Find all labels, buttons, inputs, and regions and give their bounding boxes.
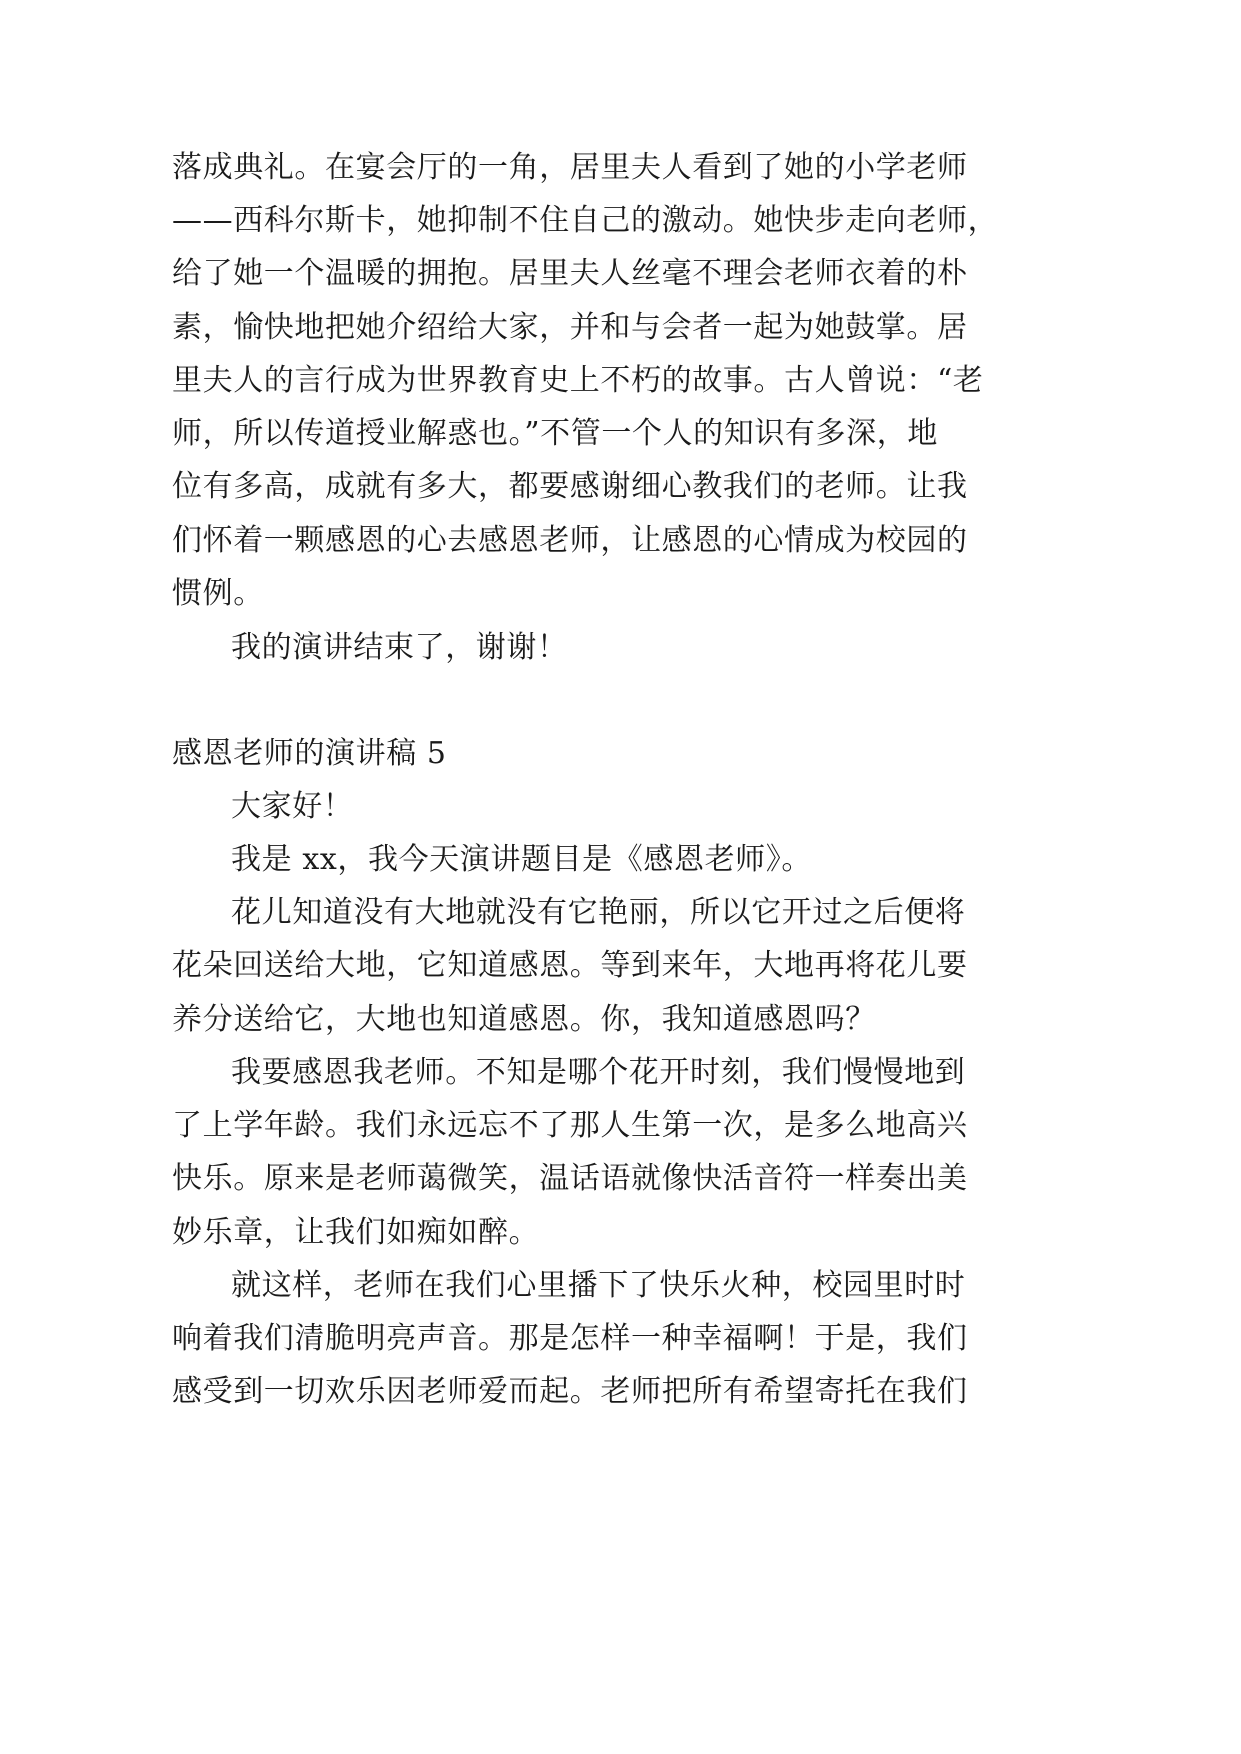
paragraph-line-7: 位有多高，成就有多大，都要感谢细心教我们的老师。让我 bbox=[172, 469, 968, 504]
paragraph-line-13: 我要感恩我老师。不知是哪个花开时刻，我们慢慢地到 bbox=[231, 1055, 966, 1090]
paragraph-line-11: 花朵回送给大地，它知道感恩。等到来年，大地再将花儿要 bbox=[172, 948, 968, 983]
paragraph-line-10: 花儿知道没有大地就没有它艳丽，所以它开过之后便将 bbox=[231, 895, 966, 930]
paragraph-line-14: 了上学年龄。我们永远忘不了那人生第一次，是多么地高兴 bbox=[172, 1108, 968, 1143]
paragraph-line-17: 就这样，老师在我们心里播下了快乐火种，校园里时时 bbox=[231, 1268, 966, 1303]
paragraph-line-9: 惯例。 bbox=[172, 576, 264, 611]
paragraph-line-16: 妙乐章，让我们如痴如醉。 bbox=[172, 1215, 540, 1250]
closing-line: 我的演讲结束了，谢谢！ bbox=[231, 630, 568, 665]
paragraph-line-6: 师，所以传道授业解惑也。”不管一个人的知识有多深，地 bbox=[172, 416, 938, 451]
intro-line: 我是 xx，我今天演讲题目是《感恩老师》。 bbox=[231, 842, 812, 877]
paragraph-line-1: 落成典礼。在宴会厅的一角，居里夫人看到了她的小学老师 bbox=[172, 150, 968, 185]
paragraph-line-18: 响着我们清脆明亮声音。那是怎样一种幸福啊！于是，我们 bbox=[172, 1321, 968, 1356]
paragraph-line-12: 养分送给它，大地也知道感恩。你，我知道感恩吗？ bbox=[172, 1002, 876, 1037]
paragraph-line-8: 们怀着一颗感恩的心去感恩老师，让感恩的心情成为校园的 bbox=[172, 523, 968, 558]
section-heading: 感恩老师的演讲稿 5 bbox=[172, 736, 447, 771]
paragraph-line-2: ——西科尔斯卡，她抑制不住自己的激动。她快步走向老师， bbox=[172, 203, 999, 238]
paragraph-line-19: 感受到一切欢乐因老师爱而起。老师把所有希望寄托在我们 bbox=[172, 1374, 968, 1409]
paragraph-line-3: 给了她一个温暖的拥抱。居里夫人丝毫不理会老师衣着的朴 bbox=[172, 256, 968, 291]
paragraph-line-15: 快乐。原来是老师蔼微笑，温话语就像快活音符一样奏出美 bbox=[172, 1161, 968, 1196]
greeting-line: 大家好！ bbox=[231, 789, 354, 824]
paragraph-line-5: 里夫人的言行成为世界教育史上不朽的故事。古人曾说：“老 bbox=[172, 363, 984, 398]
paragraph-line-4: 素，愉快地把她介绍给大家，并和与会者一起为她鼓掌。居 bbox=[172, 310, 968, 345]
